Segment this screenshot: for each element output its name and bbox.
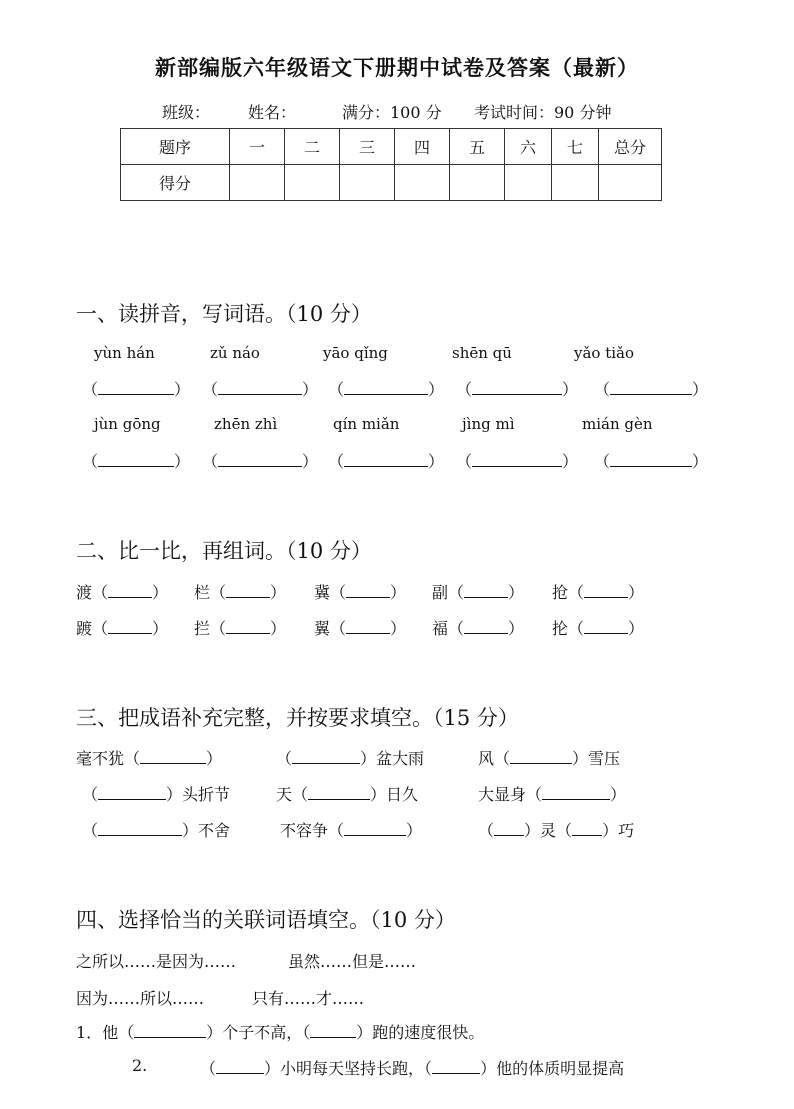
pinyin: yùn hán <box>94 344 155 362</box>
answer-box[interactable]: （ ） <box>328 380 445 399</box>
conjunction-option: 虽然……但是…… <box>288 952 417 971</box>
table-cell: 六 <box>505 129 552 165</box>
idiom-item[interactable]: （ ）灵（ ）巧 <box>478 821 635 840</box>
idiom-item[interactable]: （ ）不舍 <box>82 821 231 840</box>
answer-box[interactable]: （ ） <box>328 452 445 471</box>
pinyin: jùn gōng <box>94 415 161 433</box>
idiom-item[interactable]: 毫不犹（ ） <box>76 749 223 768</box>
score-cell[interactable] <box>450 165 505 201</box>
conjunction-option: 只有……才…… <box>252 989 365 1008</box>
question-1[interactable]: 1．他（ ）个子不高，（ ）跑的速度很快。 <box>76 1023 485 1042</box>
score-cell[interactable] <box>552 165 599 201</box>
char-compare-item[interactable]: 冀（ ） <box>314 583 407 602</box>
table-cell: 三 <box>340 129 395 165</box>
char-compare-item[interactable]: 栏（ ） <box>194 583 287 602</box>
char-compare-item[interactable]: 渡（ ） <box>76 583 169 602</box>
name-label: 姓名： <box>248 103 297 122</box>
idiom-item[interactable]: 不容争（ ） <box>280 821 423 840</box>
char-compare-item[interactable]: 翼（ ） <box>314 619 407 638</box>
idiom-item[interactable]: 风（ ）雪压 <box>478 749 621 768</box>
char-compare-item[interactable]: 拦（ ） <box>194 619 287 638</box>
char-compare-item[interactable]: 福（ ） <box>432 619 525 638</box>
score-cell[interactable] <box>230 165 285 201</box>
score-cell[interactable] <box>505 165 552 201</box>
pinyin: yāo qǐng <box>323 344 388 362</box>
answer-box[interactable]: （ ） <box>594 452 709 471</box>
answer-box[interactable]: （ ） <box>594 380 709 399</box>
score-table-score-row <box>121 165 662 201</box>
question-2[interactable]: （ ）小明每天坚持长跑，（ ）他的体质明显提高 <box>200 1059 625 1078</box>
score-cell[interactable] <box>340 165 395 201</box>
table-cell: 四 <box>395 129 450 165</box>
page-title: 新部编版六年级语文下册期中试卷及答案（最新） <box>155 55 639 80</box>
pinyin: zhēn zhì <box>214 415 278 433</box>
table-cell: 七 <box>552 129 599 165</box>
pinyin: jìng mì <box>462 415 515 433</box>
answer-box[interactable]: （ ） <box>456 380 579 399</box>
table-cell: 五 <box>450 129 505 165</box>
idiom-item[interactable]: 大显身（ ） <box>478 785 627 804</box>
section3-heading: 三、把成语补充完整，并按要求填空。（15 分） <box>76 706 519 730</box>
score-cell[interactable] <box>395 165 450 201</box>
score-cell[interactable] <box>599 165 662 201</box>
char-compare-item[interactable]: 抢（ ） <box>552 583 645 602</box>
pinyin: zǔ náo <box>210 344 260 362</box>
section4-heading: 四、选择恰当的关联词语填空。（10 分） <box>76 908 456 932</box>
table-cell: 得分 <box>121 165 230 201</box>
full-score: 满分：100 分 <box>342 103 442 122</box>
table-cell: 题序 <box>121 129 230 165</box>
table-cell: 一 <box>230 129 285 165</box>
score-table <box>120 128 662 201</box>
score-table-header-row <box>121 129 662 165</box>
table-cell: 总分 <box>599 129 662 165</box>
char-compare-item[interactable]: 抡（ ） <box>552 619 645 638</box>
answer-box[interactable]: （ ） <box>202 452 319 471</box>
exam-time: 考试时间：90 分钟 <box>474 103 612 122</box>
char-compare-item[interactable]: 副（ ） <box>432 583 525 602</box>
section2-heading: 二、比一比，再组词。（10 分） <box>76 539 372 563</box>
class-label: 班级： <box>162 103 211 122</box>
answer-box[interactable]: （ ） <box>82 452 191 471</box>
idiom-item[interactable]: 天（ ）日久 <box>276 785 419 804</box>
char-compare-item[interactable]: 踱（ ） <box>76 619 169 638</box>
pinyin: shēn qū <box>452 344 512 362</box>
pinyin: qín miǎn <box>333 415 400 433</box>
answer-box[interactable]: （ ） <box>202 380 319 399</box>
idiom-item[interactable]: （ ）头折节 <box>82 785 231 804</box>
pinyin: mián gèn <box>582 415 653 433</box>
pinyin: yǎo tiǎo <box>574 344 635 362</box>
conjunction-option: 之所以……是因为…… <box>76 952 237 971</box>
conjunction-option: 因为……所以…… <box>76 989 205 1008</box>
answer-box[interactable]: （ ） <box>82 380 191 399</box>
question-2-number: 2. <box>132 1056 148 1075</box>
table-cell: 二 <box>285 129 340 165</box>
score-cell[interactable] <box>285 165 340 201</box>
idiom-item[interactable]: （ ）盆大雨 <box>276 749 425 768</box>
section1-heading: 一、读拼音，写词语。（10 分） <box>76 302 372 326</box>
answer-box[interactable]: （ ） <box>456 452 579 471</box>
